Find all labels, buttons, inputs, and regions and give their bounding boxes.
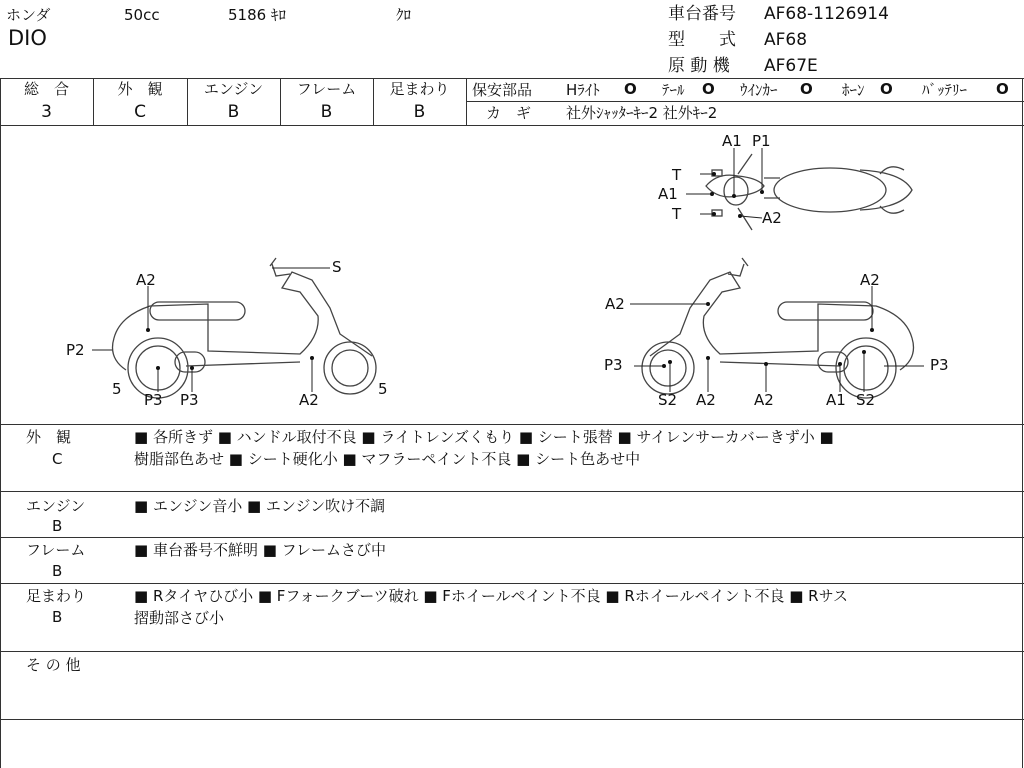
safety-mark-headlight: O	[624, 80, 637, 98]
diagram-label: 5	[378, 380, 388, 398]
section-title-engine: エンジン	[26, 497, 86, 515]
safety-mark-battery: O	[996, 80, 1009, 98]
section-text-suspension: 摺動部さび小	[134, 609, 225, 627]
divider	[0, 719, 1024, 720]
top-view-scooter	[706, 154, 912, 230]
safety-item-headlight: Hﾗｲﾄ	[566, 81, 600, 99]
safety-item-horn: ﾎｰﾝ	[842, 81, 865, 99]
section-grade-suspension: B	[52, 608, 63, 626]
mileage: 5186 ｷﾛ	[228, 6, 286, 24]
safety-item-winker: ｳｲﾝｶｰ	[740, 81, 778, 99]
grade-label-exterior: 外 観	[117, 80, 163, 98]
diagram-label: A2	[860, 271, 880, 289]
section-title-suspension: 足まわり	[26, 587, 87, 605]
diagram-label: P3	[144, 391, 163, 409]
diagram-label: 5	[112, 380, 122, 398]
section-text-exterior: ■ 各所きず ■ ハンドル取付不良 ■ ライトレンズくもり ■ シート張替 ■ サイレンサーカバーきず小 ■	[134, 428, 834, 446]
diagram-label: T	[672, 205, 682, 223]
section-text-exterior: 樹脂部色あせ ■ シート硬化小 ■ マフラーペイント不良 ■ シート色あせ中	[134, 450, 641, 468]
diagram-label: T	[672, 166, 682, 184]
diagram-label: A2	[754, 391, 774, 409]
safety-mark-taillight: O	[702, 80, 715, 98]
grade-label-frame: フレーム	[296, 80, 357, 98]
key-value: 社外ｼｬｯﾀｰｷｰ2 社外ｷｰ2	[566, 104, 718, 122]
diagram-label: A2	[762, 209, 782, 227]
diagram-label: P3	[930, 356, 949, 374]
model-name: DIO	[8, 26, 47, 50]
divider	[0, 651, 1024, 652]
displacement: 50cc	[124, 6, 160, 24]
type-value: AF68	[764, 30, 808, 50]
safety-item-battery: ﾊﾞｯﾃﾘｰ	[922, 81, 968, 99]
diagram-label: S	[332, 258, 342, 276]
diagram-label: A2	[696, 391, 716, 409]
grade-label-engine: エンジン	[203, 80, 264, 98]
section-title-frame: フレーム	[26, 541, 86, 559]
key-label: カ ギ	[486, 104, 532, 122]
diagram-label: A2	[136, 271, 156, 289]
section-grade-engine: B	[52, 517, 63, 535]
diagram-label: P3	[180, 391, 199, 409]
frame-label: 車台番号	[668, 4, 736, 24]
diagram-label: P3	[604, 356, 623, 374]
diagram-label: S2	[658, 391, 678, 409]
divider	[0, 424, 1024, 425]
engine-value: AF67E	[764, 56, 818, 76]
type-label: 型 式	[668, 30, 736, 50]
diagram-label: A2	[605, 295, 625, 313]
grade-label-overall: 総 合	[23, 80, 69, 98]
grade-value-suspension: B	[413, 102, 426, 122]
divider	[1022, 78, 1023, 768]
safety-mark-winker: O	[800, 80, 813, 98]
damage-diagram	[0, 126, 1022, 424]
grade-value-exterior: C	[134, 102, 146, 122]
divider	[0, 537, 1024, 538]
divider	[0, 78, 1024, 79]
diagram-label: A1	[826, 391, 846, 409]
grade-value-frame: B	[320, 102, 333, 122]
divider	[0, 583, 1024, 584]
divider	[466, 78, 467, 125]
frame-number: AF68-1126914	[764, 4, 889, 24]
diagram-label: P1	[752, 132, 771, 150]
divider	[466, 101, 1024, 102]
divider	[0, 491, 1024, 492]
safety-item-taillight: ﾃｰﾙ	[662, 81, 685, 99]
engine-label: 原 動 機	[668, 56, 730, 76]
section-text-engine: ■ エンジン音小 ■ エンジン吹け不調	[134, 497, 386, 515]
grade-value-overall: 3	[41, 102, 52, 122]
section-title-exterior: 外 観	[26, 428, 72, 446]
diagram-label: A1	[722, 132, 742, 150]
diagram-label: A2	[299, 391, 319, 409]
section-grade-exterior: C	[52, 450, 63, 468]
section-text-suspension: ■ Rタイヤひび小 ■ Fフォークブーツ破れ ■ Fホイールペイント不良 ■ Rホイールペイント不良 ■ Rサス	[134, 587, 849, 605]
safety-mark-horn: O	[880, 80, 893, 98]
section-text-frame: ■ 車台番号不鮮明 ■ フレームさび中	[134, 541, 387, 559]
safety-label: 保安部品	[472, 81, 533, 99]
maker: ホンダ	[6, 6, 51, 24]
section-grade-frame: B	[52, 562, 63, 580]
grade-label-suspension: 足まわり	[389, 80, 450, 98]
grade-value-engine: B	[227, 102, 240, 122]
section-title-other: そ の 他	[26, 656, 81, 674]
diagram-label: A1	[658, 185, 678, 203]
diagram-label: S2	[856, 391, 876, 409]
diagram-label: P2	[66, 341, 85, 359]
color: ｸﾛ	[396, 6, 412, 24]
